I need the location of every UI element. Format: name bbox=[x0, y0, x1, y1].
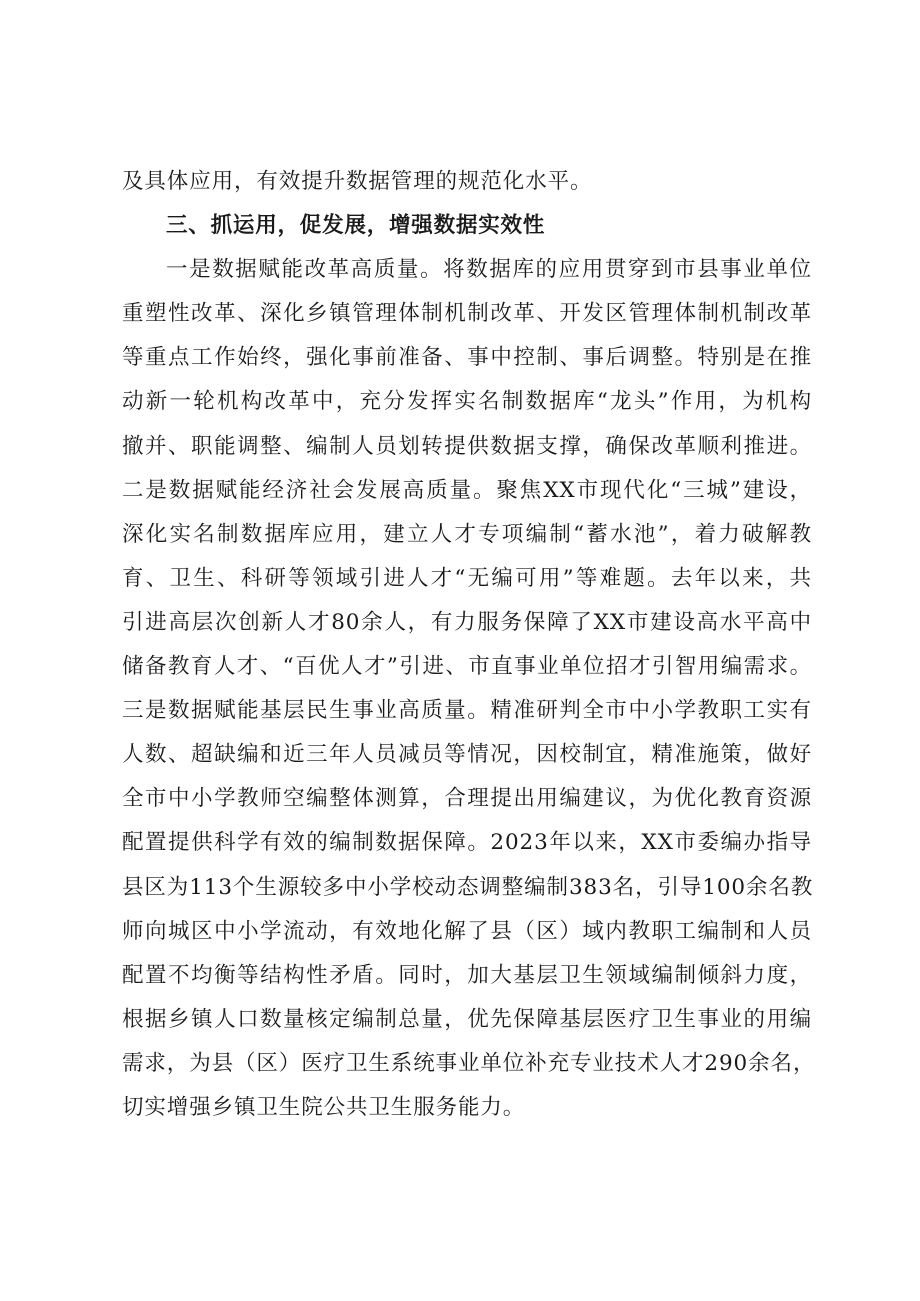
paragraph-line: 动新一轮机构改革中，充分发挥实名制数据库“龙头”作用，为机构 bbox=[122, 389, 812, 415]
paragraph-line: 等重点工作始终，强化事前准备、事中控制、事后调整。特别是在推 bbox=[122, 345, 812, 371]
paragraph-line: 深化实名制数据库应用，建立人才专项编制“蓄水池”，着力破解教 bbox=[122, 521, 812, 547]
paragraph-line: 师向城区中小学流动，有效地化解了县（区）域内教职工编制和人员 bbox=[122, 918, 812, 944]
document-body bbox=[122, 160, 816, 1130]
paragraph-line: 配置不均衡等结构性矛盾。同时，加大基层卫生领域编制倾斜力度， bbox=[122, 962, 812, 988]
section-heading: 三、抓运用，促发展，增强数据实效性 bbox=[166, 213, 546, 239]
paragraph-line: 县区为113个生源较多中小学校动态调整编制383名，引导100余名教 bbox=[122, 874, 814, 900]
paragraph-line: 二是数据赋能经济社会发展高质量。聚焦XX市现代化“三城”建设， bbox=[122, 477, 812, 503]
paragraph-line: 储备教育人才、“百优人才”引进、市直事业单位招才引智用编需求。 bbox=[122, 654, 812, 680]
paragraph-line: 育、卫生、科研等领域引进人才“无编可用”等难题。去年以来，共 bbox=[122, 565, 812, 591]
paragraph-line: 切实增强乡镇卫生院公共卫生服务能力。 bbox=[122, 1094, 526, 1120]
paragraph-line: 全市中小学教师空编整体测算，合理提出用编建议，为优化教育资源 bbox=[122, 786, 812, 812]
paragraph-line: 及具体应用，有效提升数据管理的规范化水平。 bbox=[122, 169, 593, 194]
paragraph-line: 三是数据赋能基层民生事业高质量。精准研判全市中小学教职工实有 bbox=[122, 698, 812, 724]
paragraph-line: 配置提供科学有效的编制数据保障。2023年以来，XX市委编办指导 bbox=[122, 830, 812, 856]
paragraph-line: 需求，为县（区）医疗卫生系统事业单位补充专业技术人才290余名， bbox=[122, 1050, 816, 1076]
paragraph-line: 根据乡镇人口数量核定编制总量，优先保障基层医疗卫生事业的用编 bbox=[122, 1006, 812, 1032]
paragraph-line: 重塑性改革、深化乡镇管理体制机制改革、开发区管理体制机制改革 bbox=[122, 301, 812, 327]
paragraph-line: 一是数据赋能改革高质量。将数据库的应用贯穿到市县事业单位 bbox=[166, 257, 812, 283]
paragraph-line: 人数、超缺编和近三年人员减员等情况，因校制宜，精准施策，做好 bbox=[122, 742, 812, 768]
paragraph-line: 引进高层次创新人才80余人，有力服务保障了XX市建设高水平高中 bbox=[122, 609, 812, 635]
paragraph-line: 撤并、职能调整、编制人员划转提供数据支撑，确保改革顺利推进。 bbox=[122, 433, 812, 459]
